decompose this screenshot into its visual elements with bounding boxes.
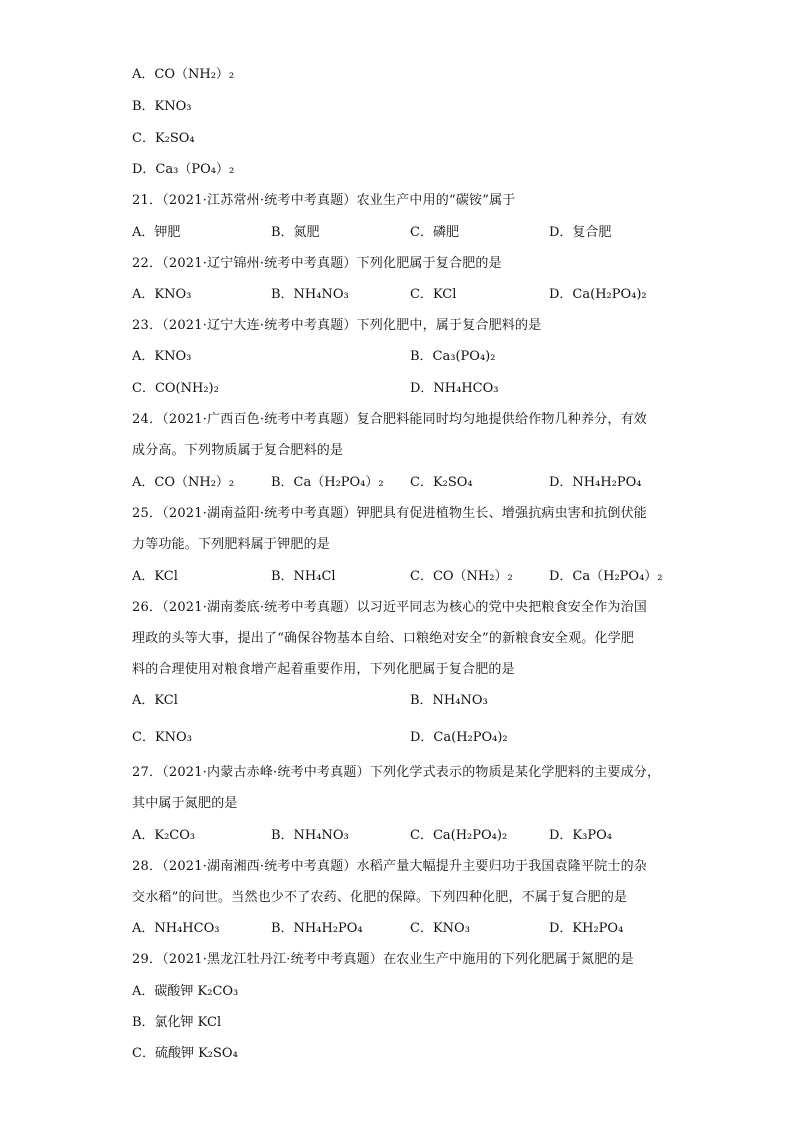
question-24-options bbox=[132, 474, 692, 492]
option-a: A．碳酸钾 K₂CO₃ bbox=[132, 984, 239, 999]
option-a: A．NH₄HCO₃ bbox=[132, 921, 220, 936]
question-24-line2: 成分高。下列物质属于复合肥料的是 bbox=[132, 443, 344, 458]
question-21-options bbox=[132, 224, 692, 242]
question-23-options-row2 bbox=[132, 380, 692, 398]
option-a: A．KNO₃ bbox=[132, 349, 192, 364]
option-b: B．NH₄Cl bbox=[271, 569, 336, 584]
question-22: 22．（2021·辽宁锦州·统考中考真题）下列化肥属于复合肥的是 bbox=[132, 256, 502, 271]
option-a: A．K₂CO₃ bbox=[132, 828, 196, 843]
option-c: C．Ca(H₂PO₄)₂ bbox=[410, 828, 508, 843]
question-25-options bbox=[132, 568, 692, 586]
question-28-line1: 28．（2021·湖南湘西·统考中考真题）水稻产量大幅提升主要归功于我国袁隆平院士的杂 bbox=[132, 859, 647, 874]
question-28-options bbox=[132, 920, 692, 938]
question-21: 21．（2021·江苏常州·统考中考真题）农业生产中用的“碳铵”属于 bbox=[132, 193, 516, 208]
question-26-line1: 26．（2021·湖南娄底·统考中考真题）以习近平同志为核心的党中央把粮食安全作为治国 bbox=[132, 600, 647, 615]
option-d: D．Ca(H₂PO₄)₂ bbox=[410, 730, 508, 745]
option-b: B．Ca（H₂PO₄）₂ bbox=[271, 475, 384, 490]
option-c: C．K₂SO₄ bbox=[410, 475, 473, 490]
option-d: D．NH₄H₂PO₄ bbox=[549, 475, 642, 490]
option-c: C．CO(NH₂)₂ bbox=[132, 381, 219, 396]
question-25-line2: 力等功能。下列肥料属于钾肥的是 bbox=[132, 537, 331, 552]
option-b: B．氯化钾 KCl bbox=[132, 1015, 222, 1030]
question-27-line2: 其中属于氮肥的是 bbox=[132, 796, 238, 811]
question-23-options-row1 bbox=[132, 348, 692, 366]
question-24-line1: 24．（2021·广西百色·统考中考真题）复合肥料能同时均匀地提供给作物几种养分，有效 bbox=[132, 412, 647, 427]
option-d: D．Ca（H₂PO₄）₂ bbox=[549, 569, 663, 584]
option-c: C．KNO₃ bbox=[410, 921, 470, 936]
option-b: B．Ca₃(PO₄)₂ bbox=[410, 349, 496, 364]
option-a: A．KNO₃ bbox=[132, 287, 192, 302]
question-27-options bbox=[132, 827, 692, 845]
option-d: D．Ca₃（PO₄）₂ bbox=[132, 162, 235, 177]
option-c: C．KNO₃ bbox=[132, 730, 192, 745]
option-d: D．NH₄HCO₃ bbox=[410, 381, 499, 396]
question-29: 29．（2021·黑龙江牡丹江·统考中考真题）在农业生产中施用的下列化肥属于氮肥的是 bbox=[132, 952, 634, 967]
option-c: C．K₂SO₄ bbox=[132, 131, 195, 146]
question-22-options bbox=[132, 286, 692, 304]
option-b: B．NH₄H₂PO₄ bbox=[271, 921, 363, 936]
question-26-line2: 理政的头等大事，提出了“确保谷物基本自给、口粮绝对安全”的新粮食安全观。化学肥 bbox=[132, 631, 635, 646]
option-a: A．KCl bbox=[132, 693, 178, 708]
option-b: B．NH₄NO₃ bbox=[271, 828, 349, 843]
option-a: A．钾肥 bbox=[132, 225, 181, 240]
option-a: A．CO（NH₂）₂ bbox=[132, 67, 235, 82]
option-b: B．氮肥 bbox=[271, 225, 320, 240]
option-d: D．K₃PO₄ bbox=[549, 828, 612, 843]
option-d: D．复合肥 bbox=[549, 225, 612, 240]
option-c: C．CO（NH₂）₂ bbox=[410, 569, 513, 584]
question-26-options-row2 bbox=[132, 729, 692, 747]
option-c: C．硫酸钾 K₂SO₄ bbox=[132, 1046, 238, 1061]
option-b: B．NH₄NO₃ bbox=[271, 287, 349, 302]
question-28-line2: 交水稻”的问世。当然也少不了农药、化肥的保障。下列四种化肥，不属于复合肥的是 bbox=[132, 890, 628, 905]
option-a: A．CO（NH₂）₂ bbox=[132, 475, 235, 490]
option-b: B．NH₄NO₃ bbox=[410, 693, 488, 708]
question-26-line3: 料的合理使用对粮食增产起着重要作用，下列化肥属于复合肥的是 bbox=[132, 662, 515, 677]
option-b: B．KNO₃ bbox=[132, 99, 192, 114]
question-27-line1: 27．（2021·内蒙古赤峰·统考中考真题）下列化学式表示的物质是某化学肥料的主要成分， bbox=[132, 765, 661, 780]
question-23: 23．（2021·辽宁大连·统考中考真题）下列化肥中，属于复合肥料的是 bbox=[132, 318, 542, 333]
option-d: D．KH₂PO₄ bbox=[549, 921, 624, 936]
question-26-options-row1 bbox=[132, 692, 692, 710]
option-c: C．磷肥 bbox=[410, 225, 459, 240]
option-c: C．KCl bbox=[410, 287, 457, 302]
question-25-line1: 25．（2021·湖南益阳·统考中考真题）钾肥具有促进植物生长、增强抗病虫害和抗倒伏能 bbox=[132, 506, 647, 521]
option-a: A．KCl bbox=[132, 569, 178, 584]
option-d: D．Ca(H₂PO₄)₂ bbox=[549, 287, 647, 302]
